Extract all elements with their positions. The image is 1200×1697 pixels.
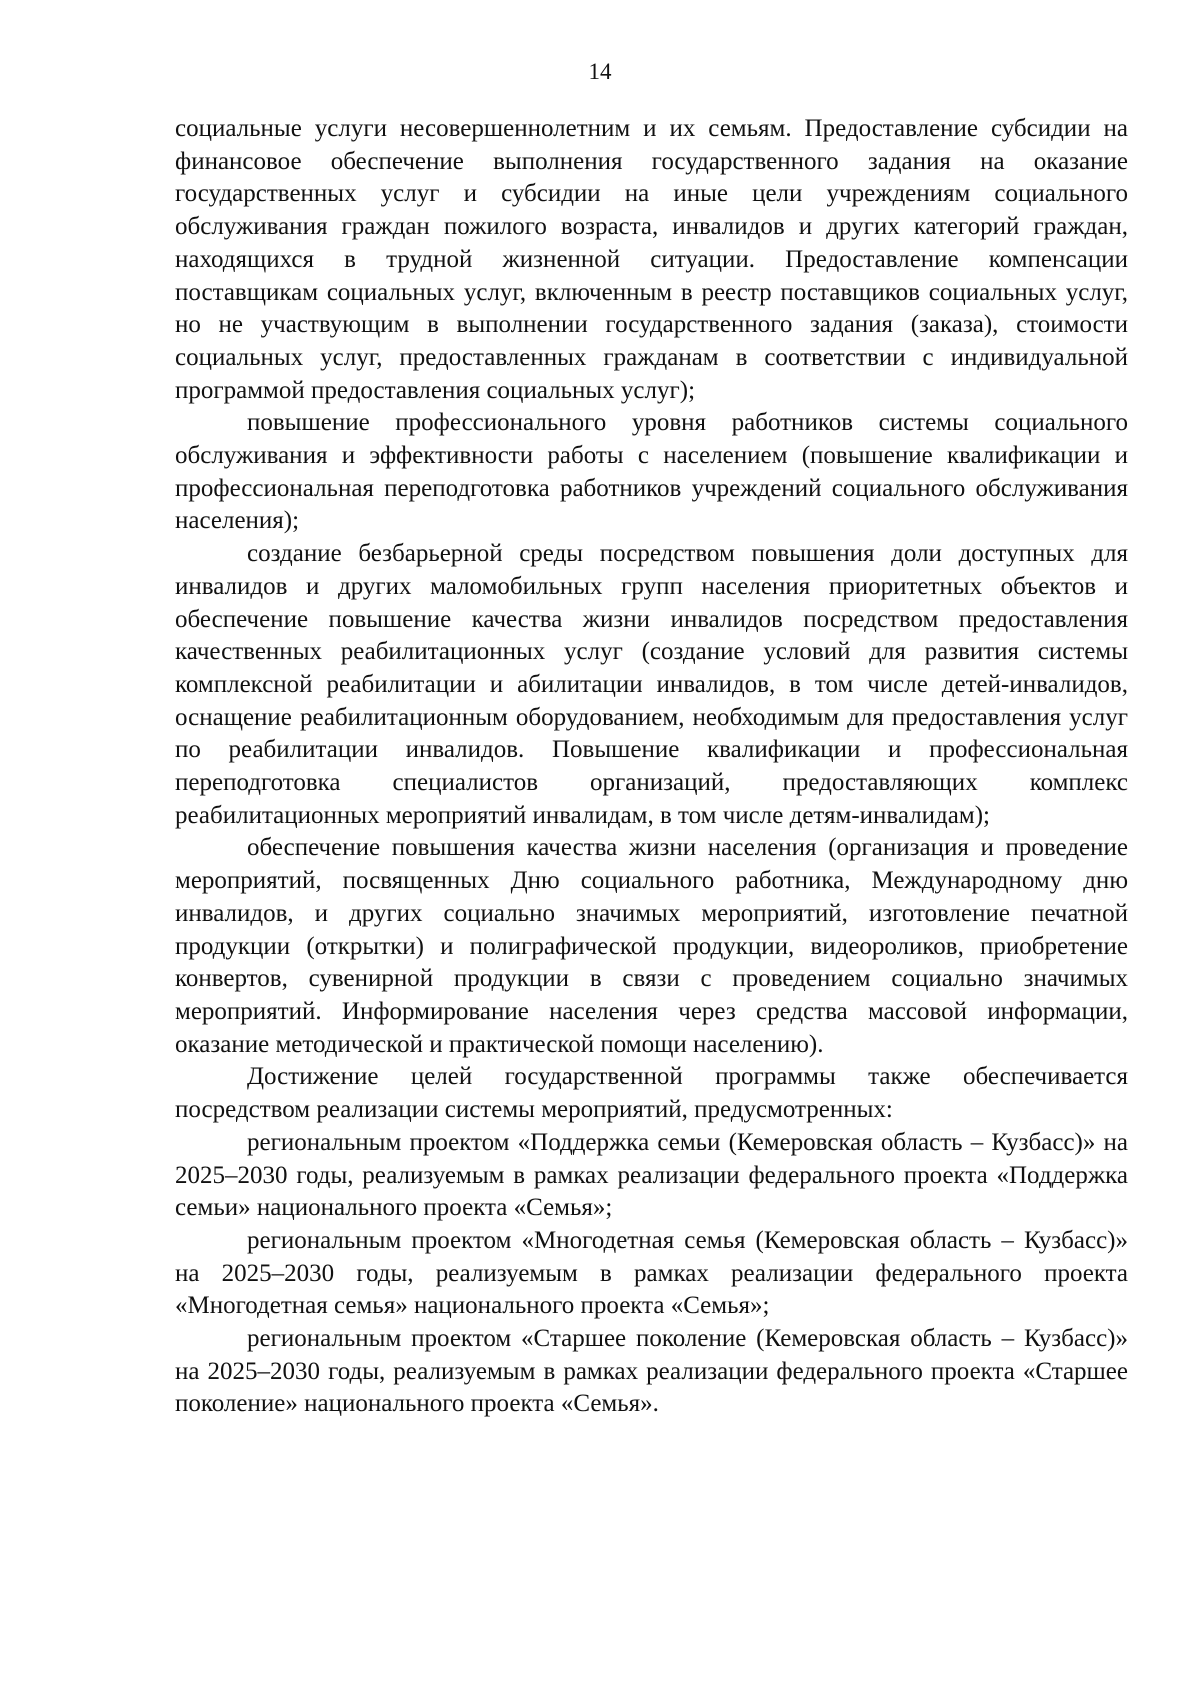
paragraph-continuation: социальные услуги несовершеннолетним и их семьям. Предоставление субсидии на финансовое обеспечение выполнения государственного задания на оказание государственных услуг и субсидии на иные цели учреждениям социального обслуживания граждан пожилого возраста, инвалидов и других категорий граждан, находящихся в трудной жизненной ситуации. Предоставление компенсации поставщикам социальных услуг, включенным в реестр поставщиков социальных услуг, но не участвующим в выполнении государственного задания (заказа), стоимости социальных услуг, предоставленных гражданам в соответствии с индивидуальной программой предоставления социальных услуг); bbox=[175, 115, 1128, 404]
paragraph-project-large-family: региональным проектом «Многодетная семья (Кемеровская область – Кузбасс)» на 2025–2030 годы, реализуемым в рамках реализации федерального проекта «Многодетная семья» национального проекта «Семья»; bbox=[175, 1226, 1128, 1320]
document-body bbox=[175, 113, 1128, 1421]
paragraph-staff-qualification: повышение профессионального уровня работников системы социального обслуживания и эффективности работы с населением (повышение квалификации и профессиональная переподготовка работников учреждений социального обслуживания населения); bbox=[175, 409, 1128, 535]
paragraph-project-family-support: региональным проектом «Поддержка семьи (Кемеровская область – Кузбасс)» на 2025–2030 годы, реализуемым в рамках реализации федерального проекта «Поддержка семьи» национального проекта «Семья»; bbox=[175, 1128, 1128, 1222]
paragraph-program-goals: Достижение целей государственной программы также обеспечивается посредством реализации системы мероприятий, предусмотренных: bbox=[175, 1063, 1128, 1124]
page-number: 14 bbox=[588, 59, 612, 84]
paragraph-quality-of-life: обеспечение повышения качества жизни населения (организация и проведение мероприятий, посвященных Дню социального работника, Международному дню инвалидов, и других социально значимых мероприятий, изготовление печатной продукции (открытки) и полиграфической продукции, видеороликов, приобретение конвертов, сувенирной продукции в связи с проведением социально значимых мероприятий. Информирование населения через средства массовой информации, оказание методической и практической помощи населению). bbox=[175, 834, 1128, 1058]
paragraph-barrier-free-environment: создание безбарьерной среды посредством повышения доли доступных для инвалидов и других маломобильных групп населения приоритетных объектов и обеспечение повышение качества жизни инвалидов посредством предоставления качественных реабилитационных услуг (создание условий для развития системы комплексной реабилитации и абилитации инвалидов, в том числе детей-инвалидов, оснащение реабилитационным оборудованием, необходимым для предоставления услуг по реабилитации инвалидов. Повышение квалификации и профессиональная переподготовка специалистов организаций, предоставляющих комплекс реабилитационных мероприятий инвалидам, в том числе детям-инвалидам); bbox=[175, 540, 1128, 829]
paragraph-project-older-generation: региональным проектом «Старшее поколение (Кемеровская область – Кузбасс)» на 2025–2030 годы, реализуемым в рамках реализации федерального проекта «Старшее поколение» национального проекта «Семья». bbox=[175, 1325, 1128, 1418]
